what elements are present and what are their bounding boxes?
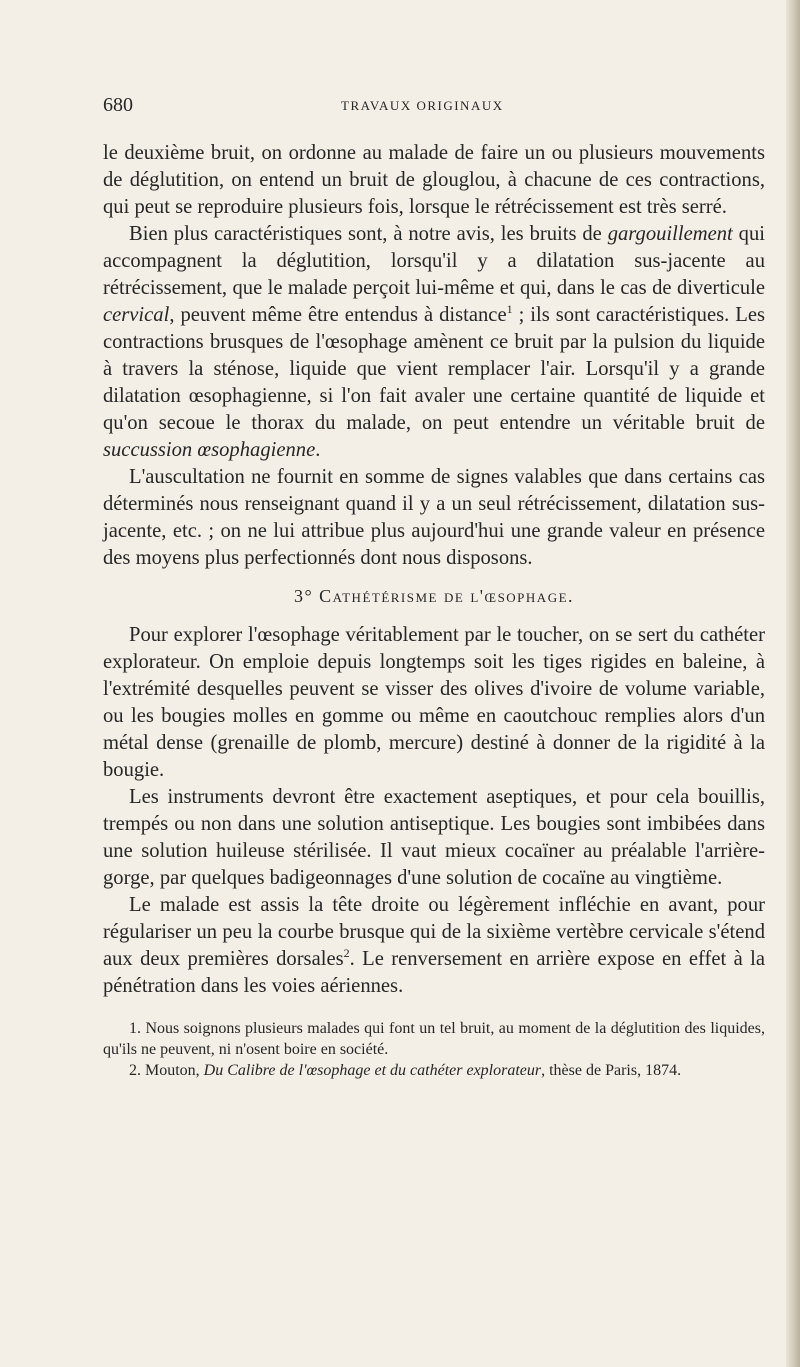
footnote-ref: 2 bbox=[343, 946, 350, 961]
text-run: , thèse de Paris, 1874. bbox=[541, 1062, 682, 1079]
italic-term: cervical bbox=[103, 304, 170, 326]
running-title: TRAVAUX ORIGINAUX bbox=[341, 98, 504, 113]
paragraph-auscultation: L'auscultation ne fournit en somme de signes valables que dans certains cas déterminés nous renseignant quand il y a un seul rétrécissement, dilatation sus-jacente, etc. ; on ne lui attribue plus aujourd'hui une grande valeur en présence des moyens plus perfectionnés dont nous disposons. bbox=[103, 466, 765, 569]
text-run: ; ils sont caractéristiques. Les contractions brusques de l'œsophage amènent ce bruit par la pulsion du liquide à travers la sténose, liquide que vient remplacer l'air. Lorsqu'il y a grande dilatation œsophagienne, si l'on fait avaler une certaine quantité de liquide et qu'on secoue le thorax du malade, on peut entendre un véritable bruit de bbox=[103, 304, 765, 434]
page-header bbox=[103, 94, 765, 118]
footnote-2 bbox=[103, 1060, 765, 1081]
text-run: , peuvent même être entendus à distance bbox=[169, 304, 507, 326]
page-edge bbox=[786, 0, 800, 1367]
paragraph-continued: le deuxième bruit, on ordonne au malade de faire un ou plusieurs mouvements de déglutition, on entend un bruit de glouglou, à chacune de ces contractions, qui peut se reproduire plusieurs fois, lorsque le rétrécissement est très serré. bbox=[103, 142, 765, 218]
text-run: . bbox=[315, 439, 321, 461]
italic-title: Du Calibre de l'œsophage et du cathéter explorateur bbox=[203, 1062, 542, 1079]
text-run: Le malade est assis la tête droite ou légèrement infléchie en avant, pour régulariser un peu la courbe brusque qui de la sixième vertèbre cervicale s'étend aux deux premières dorsales bbox=[103, 894, 765, 970]
paragraph-explorer: Pour explorer l'œsophage véritablement par le toucher, on se sert du cathéter explorateur. On emploie depuis longtemps soit les tiges rigides en baleine, à l'extrémité desquelles peuvent se visser des olives d'ivoire de volume variable, ou les bougies molles en gomme ou même en caoutchouc remplies alors d'un métal dense (grenaille de plomb, mercure) destiné à donner de la rigidité à la bougie. bbox=[103, 624, 765, 781]
italic-term: succussion œsophagienne bbox=[103, 439, 316, 461]
paragraph-malade bbox=[103, 892, 765, 1000]
text-run: Bien plus caractéristiques sont, à notre avis, les bruits de bbox=[129, 223, 608, 245]
text-run: qui accompagnent la déglutition, lorsqu'il y a dilatation sus-jacente au rétrécissement, que le malade perçoit lui-même et qui, dans le cas de diverticule bbox=[103, 223, 765, 299]
text-run: . Le renversement en arrière expose en effet à la pénétration dans les voies aériennes. bbox=[103, 948, 765, 997]
italic-term: gargouillement bbox=[607, 223, 733, 245]
footnote-1: 1. Nous soignons plusieurs malades qui font un tel bruit, au moment de la déglutition des liquides, qu'ils ne peuvent, ni n'osent boire en société. bbox=[103, 1020, 765, 1058]
section-title: Cathétérisme de l'œsophage. bbox=[319, 586, 575, 606]
section-heading bbox=[103, 583, 765, 610]
page-body bbox=[103, 140, 765, 1081]
page-number: 680 bbox=[103, 94, 133, 116]
footnote-ref: 1 bbox=[506, 302, 513, 317]
paragraph-gargouillement bbox=[103, 221, 765, 464]
paragraph-instruments: Les instruments devront être exactement aseptiques, et pour cela bouillis, trempés ou non dans une solution antiseptique. Les bougies sont imbibées dans une solution huileuse stérilisée. Il vaut mieux cocaïner au préalable l'arrière-gorge, par quelques badigeonnages d'une solution de cocaïne au vingtième. bbox=[103, 786, 765, 889]
text-run: 2. Mouton, bbox=[129, 1062, 204, 1079]
section-number: 3° bbox=[293, 586, 314, 606]
footnotes bbox=[103, 1018, 765, 1081]
